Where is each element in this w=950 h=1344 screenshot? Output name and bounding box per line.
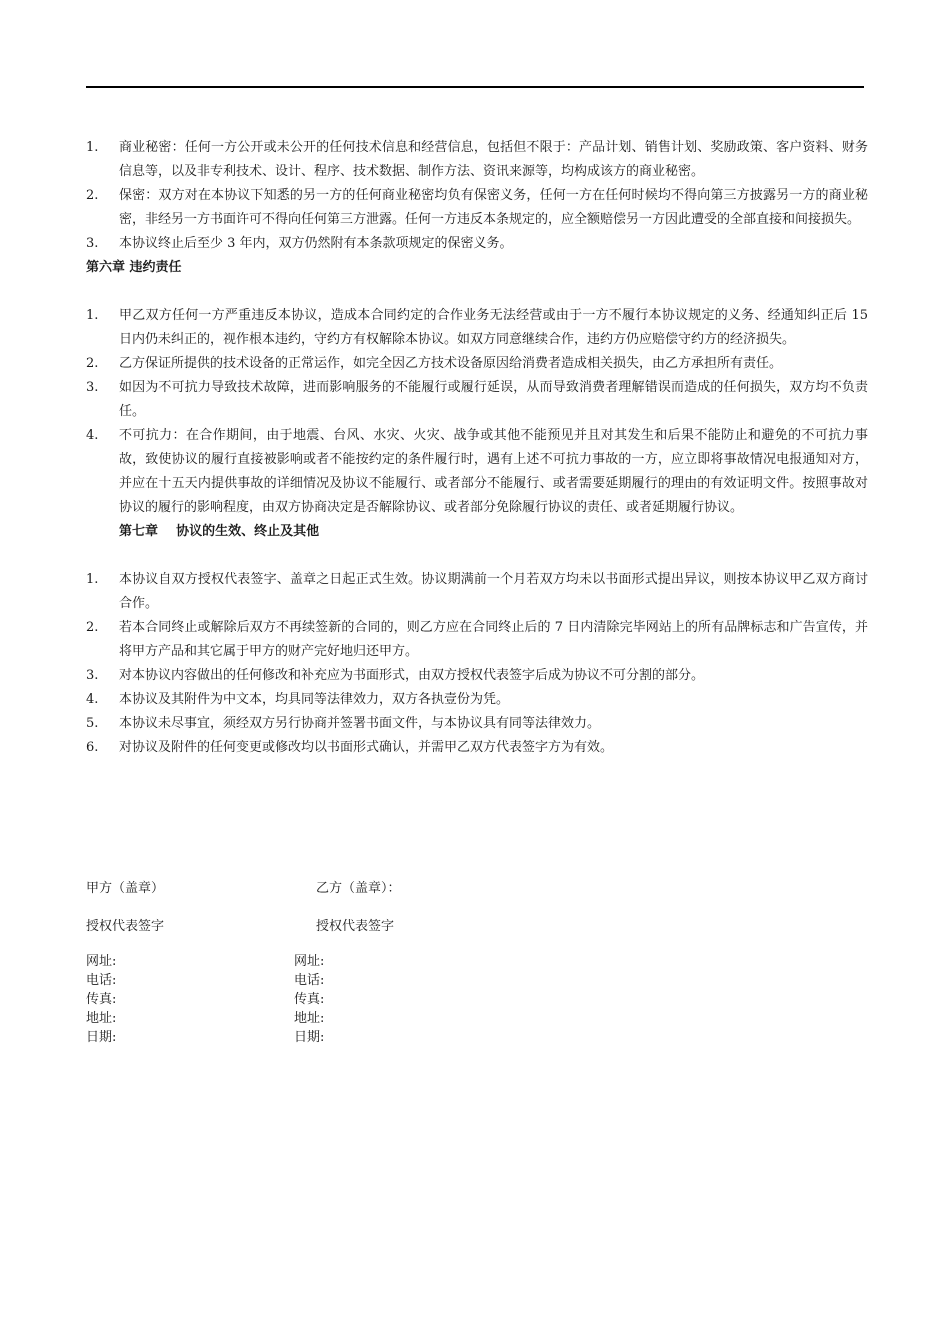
party-b-signature-label: 授权代表签字 (316, 919, 395, 934)
item-text: 对本协议内容做出的任何修改和补充应为书面形式，由双方授权代表签字后成为协议不可分割的部分。 (119, 668, 705, 683)
item-number: 1. (86, 140, 99, 155)
item-number: 1. (86, 308, 99, 323)
party-b-contact-info (294, 952, 324, 1047)
party-a-website-label: 网址: (86, 954, 117, 969)
party-a-contact-info (86, 952, 116, 1047)
list-item (86, 136, 868, 184)
list-item (86, 424, 868, 520)
item-number: 2. (86, 188, 99, 203)
party-b-address-label: 地址: (294, 1011, 325, 1026)
item-text: 不可抗力：在合作期间，由于地震、台风、水灾、火灾、战争或其他不能预见并且对其发生和后果不能防止和避免的不可抗力事故，致使协议的履行直接被影响或者不能按约定的条件履行时，遇有上述不可抗力事故的一方，应立即将事故情况电报通知对方，并应在十五天内提供事故的详细情况及协议不能履行、或者部分不能履行、或者需要延期履行的理由的有效证明文件。按照事故对协议的履行的影响程度，由双方协商决定是否解除协议、或者部分免除履行协议的责任、或者延期履行协议。 (119, 428, 868, 515)
list-item (86, 232, 868, 256)
item-number: 6. (86, 740, 99, 755)
party-a-address-label: 地址: (86, 1011, 117, 1026)
item-number: 3. (86, 668, 99, 683)
item-number: 4. (86, 428, 99, 443)
section5-list (86, 136, 868, 256)
item-number: 2. (86, 620, 99, 635)
item-number: 5. (86, 716, 99, 731)
item-text: 保密：双方对在本协议下知悉的另一方的任何商业秘密均负有保密义务，任何一方在任何时候均不得向第三方披露另一方的商业秘密，非经另一方书面许可不得向任何第三方泄露。任何一方违反本条规定的，应全额赔偿另一方因此遭受的全部直接和间接损失。 (119, 188, 868, 227)
party-a-fax-label: 传真: (86, 992, 117, 1007)
list-item (86, 664, 868, 688)
party-b-website-label: 网址: (294, 954, 325, 969)
header-rule (86, 86, 864, 88)
item-number: 3. (86, 236, 99, 251)
chapter7-title: 第七章 协议的生效、终止及其他 (119, 524, 320, 539)
chapter6-list (86, 304, 868, 520)
party-a-date-label: 日期: (86, 1030, 117, 1045)
item-text: 如因为不可抗力导致技术故障，进而影响服务的不能履行或履行延误，从而导致消费者理解错误而造成的任何损失，双方均不负责任。 (119, 380, 868, 419)
list-item (86, 712, 868, 736)
list-item (86, 184, 868, 232)
list-item (86, 352, 868, 376)
item-text: 本协议未尽事宜，须经双方另行协商并签署书面文件，与本协议具有同等法律效力。 (119, 716, 601, 731)
item-text: 若本合同终止或解除后双方不再续签新的合同的，则乙方应在合同终止后的 7 日内清除完毕网站上的所有品牌标志和广告宣传，并将甲方产品和其它属于甲方的财产完好地归还甲方。 (119, 620, 868, 659)
party-b-fax-label: 传真: (294, 992, 325, 1007)
document-body (86, 136, 868, 760)
party-b-date-label: 日期: (294, 1030, 325, 1045)
item-text: 商业秘密：任何一方公开或未公开的任何技术信息和经营信息，包括但不限于：产品计划、销售计划、奖励政策、客户资料、财务信息等，以及非专利技术、设计、程序、技术数据、制作方法、资讯来源等，均构成该方的商业秘密。 (119, 140, 868, 179)
item-number: 3. (86, 380, 99, 395)
list-item (86, 688, 868, 712)
party-a-signature-label: 授权代表签字 (86, 919, 165, 934)
list-item (86, 736, 868, 760)
item-number: 2. (86, 356, 99, 371)
party-b-seal: 乙方（盖章）： (316, 881, 401, 896)
party-a-seal: 甲方（盖章） (86, 881, 165, 896)
chapter7-list (86, 568, 868, 760)
item-number: 1. (86, 572, 99, 587)
item-text: 对协议及附件的任何变更或修改均以书面形式确认，并需甲乙双方代表签字方为有效。 (119, 740, 614, 755)
list-item (86, 376, 868, 424)
party-b-phone-label: 电话: (294, 973, 325, 988)
chapter6-title: 第六章 违约责任 (86, 260, 182, 275)
item-text: 本协议终止后至少 3 年内，双方仍然附有本条款项规定的保密义务。 (119, 236, 513, 251)
item-text: 乙方保证所提供的技术设备的正常运作，如完全因乙方技术设备原因给消费者造成相关损失，由乙方承担所有责任。 (119, 356, 783, 371)
item-text: 甲乙双方任何一方严重违反本协议，造成本合同约定的合作业务无法经营或由于一方不履行本协议规定的义务、经通知纠正后 15 日内仍未纠正的，视作根本违约，守约方有权解除本协议。如双方同意继续合作，违约方仍应赔偿守约方的经济损失。 (119, 308, 868, 347)
list-item (86, 568, 868, 616)
list-item (86, 304, 868, 352)
item-text: 本协议自双方授权代表签字、盖章之日起正式生效。协议期满前一个月若双方均未以书面形式提出异议，则按本协议甲乙双方商讨合作。 (119, 572, 868, 611)
item-number: 4. (86, 692, 99, 707)
party-a-phone-label: 电话: (86, 973, 117, 988)
list-item (86, 616, 868, 664)
item-text: 本协议及其附件为中文本，均具同等法律效力，双方各执壹份为凭。 (119, 692, 510, 707)
